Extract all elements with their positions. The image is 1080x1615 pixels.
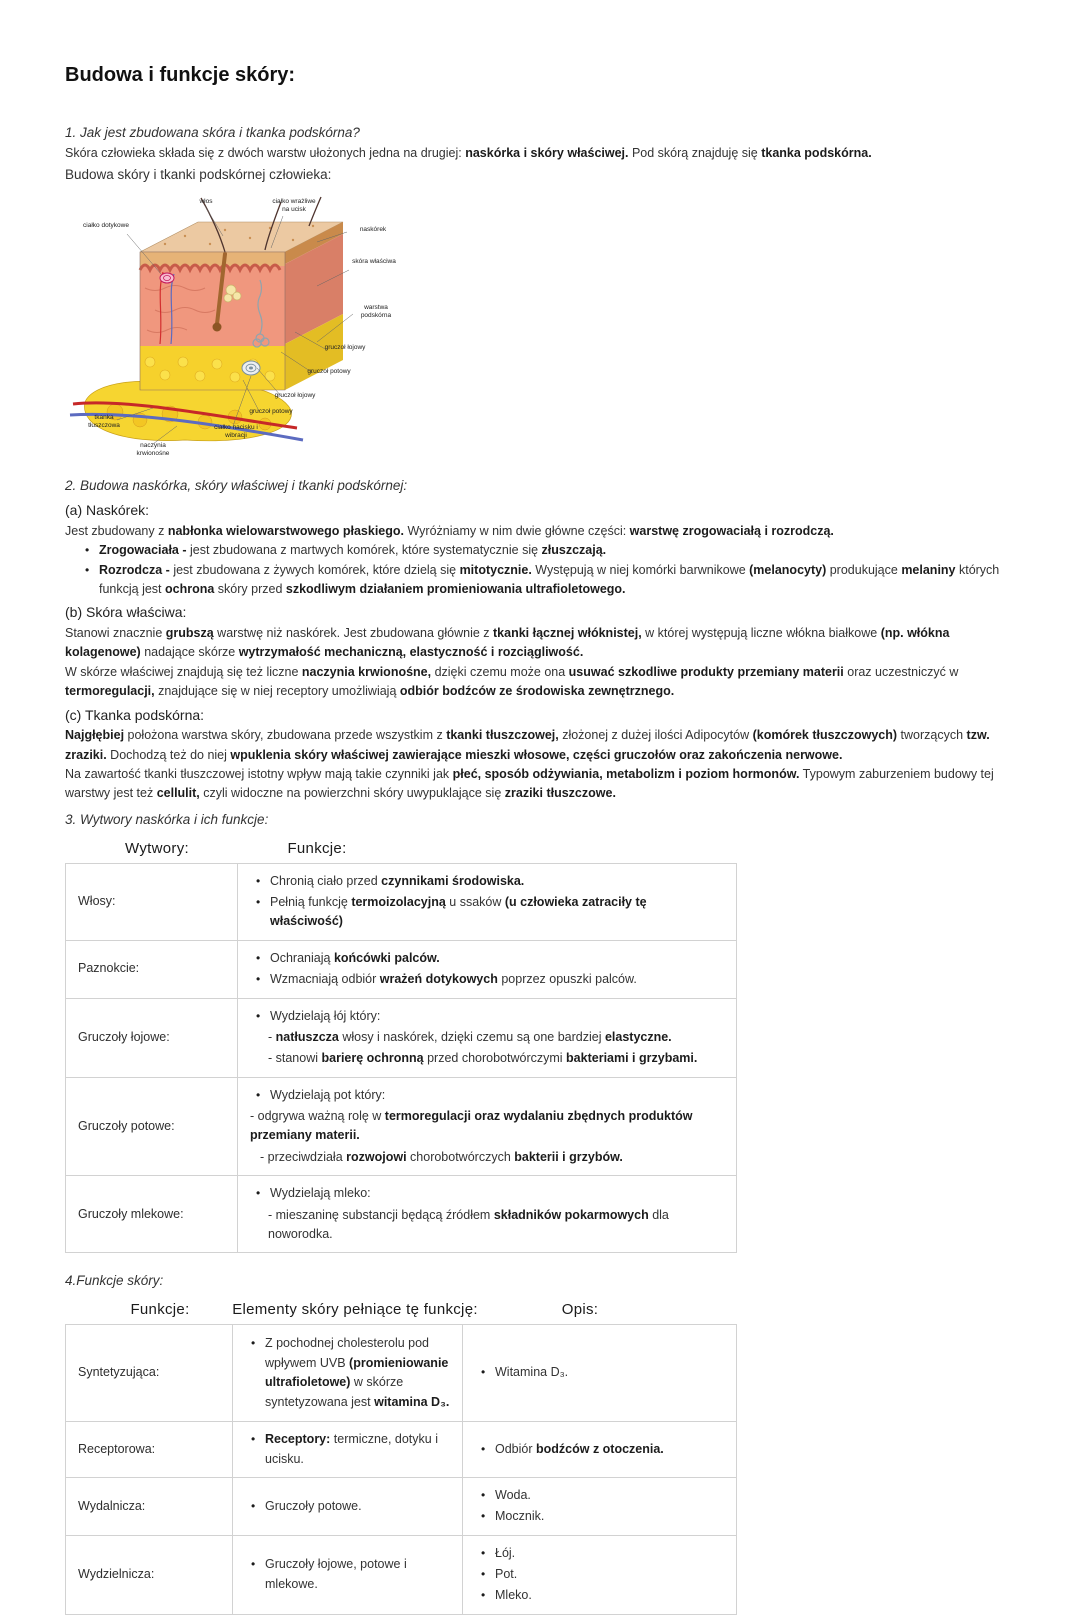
row-opis (463, 1422, 736, 1477)
subsection-a-heading: (a) Naskórek: (65, 502, 150, 519)
skin-diagram (65, 192, 401, 466)
table-wytwory-naskorka (65, 863, 737, 1254)
bullet-line: • Wzmacniają odbiór wrażeń dotykowych poprzez opuszki palców. (248, 970, 722, 989)
table2-header-funkcje: Funkcje: (130, 1301, 190, 1319)
bullet-line: • Odbiór bodźców z otoczenia. (473, 1440, 724, 1459)
table2-header-opis: Opis: (561, 1301, 599, 1319)
row-name: Syntetyzująca: (66, 1325, 233, 1421)
subsection-a-bullet: • Zrogowaciała - jest zbudowana z martwych komórek, które systematycznie się złuszczają. (65, 541, 1015, 560)
row-content (238, 941, 736, 998)
diagram-label-cialko-dotykowe: ciałko dotykowe (83, 222, 129, 230)
table-row (66, 1535, 736, 1614)
subsection-c-heading: (c) Tkanka podskórna: (65, 706, 205, 723)
row-opis (463, 1325, 736, 1421)
bullet-line: • Gruczoły potowe. (243, 1497, 450, 1516)
section1-heading: 1. Jak jest zbudowana skóra i tkanka podskórna? (65, 125, 360, 140)
table-row (66, 1325, 736, 1421)
table2-header-elementy: Elementy skóry pełniące tę funkcję: (232, 1301, 478, 1319)
dash-line: - odgrywa ważną rolę w termoregulacji oraz wydalaniu zbędnych produktów przemiany materii. (250, 1109, 693, 1143)
row-elements (233, 1478, 463, 1535)
bullet-line: • Chronią ciało przed czynnikami środowiska. (248, 872, 722, 891)
table-row (66, 940, 736, 998)
row-content (238, 1078, 736, 1176)
row-name: Wydalnicza: (66, 1478, 233, 1535)
touch-receptor (160, 273, 174, 283)
row-elements (233, 1325, 463, 1421)
subsection-a-intro: Jest zbudowany z nabłonka wielowarstwowego płaskiego. Wyróżniamy w nim dwie główne części: warstwę zrogowaciałą i rozrodczą. (65, 523, 834, 538)
section2-heading: 2. Budowa naskórka, skóry właściwej i tkanki podskórnej: (65, 478, 408, 494)
bullet-line: • Gruczoły łojowe, potowe i mlekowe. (243, 1555, 450, 1594)
bullet-line: • Receptory: termiczne, dotyku i ucisku. (243, 1430, 450, 1469)
table1-header-funkcje: Funkcje: (287, 839, 347, 857)
dash-line: - stanowi barierę ochronną przed chorobotwórczymi bakteriami i grzybami. (268, 1051, 698, 1066)
diagram-label-gruczol-potowy-1: gruczoł potowy (307, 368, 351, 376)
row-elements (233, 1422, 463, 1477)
bullet-line: • Pełnią funkcję termoizolacyjną u ssaków (u człowieka zatraciły tę właściwość) (248, 893, 722, 932)
subsection-c-paragraph: Na zawartość tkanki tłuszczowej istotny wpływ mają takie czynniki jak płeć, sposób odżywiania, metabolizm i poziom hormonów. Typowym zaburzeniem budowy tej warstwy jest też cellulit, czyli widoczne na powierzchni skóry uwypuklające się zraziki tłuszczowe. (65, 766, 994, 801)
diagram-label-gruczol-lojowy-2: gruczoł łojowy (274, 392, 316, 400)
table-row (66, 864, 736, 940)
bullet-line: • Pot. (473, 1565, 724, 1584)
table-row (66, 998, 736, 1077)
diagram-label-naskorek: naskórek (359, 226, 387, 234)
row-content (238, 1176, 736, 1252)
table-row (66, 1077, 736, 1176)
section1-paragraph: Skóra człowieka składa się z dwóch warstw ułożonych jedna na drugiej: naskórka i skóry właściwej. Pod skórą znajduję się tkanka podskórna. (65, 145, 872, 160)
row-name: Gruczoły potowe: (66, 1078, 238, 1176)
bullet-line: • Witamina D₃. (473, 1363, 724, 1382)
row-elements (233, 1536, 463, 1614)
bullet-line: • Mleko. (473, 1586, 724, 1605)
bullet-line: • Łój. (473, 1544, 724, 1563)
diagram-caption: Budowa skóry i tkanki podskórnej człowieka: (65, 167, 332, 183)
row-opis (463, 1478, 736, 1535)
row-content (238, 999, 736, 1077)
dash-line: - natłuszcza włosy i naskórek, dzięki czemu są one bardziej elastyczne. (268, 1029, 672, 1044)
diagram-label-cialko-nacisku: ciałko nacisku i wibracji (214, 424, 258, 439)
section4-heading: 4.Funkcje skóry: (65, 1273, 164, 1289)
bullet-line: • Ochraniają końcówki palców. (248, 949, 722, 968)
bullet-line: • Z pochodnej cholesterolu pod wpływem UVB (promieniowanie ultrafioletowe) w skórze syntetyzowana jest witamina D₃. (243, 1334, 450, 1412)
bullet-line: • Wydzielają mleko: (248, 1184, 722, 1203)
table-row (66, 1421, 736, 1477)
diagram-label-cialko-wrazliwe: ciałko wrażliwe na ucisk (272, 198, 316, 213)
diagram-label-tkanka-tluszczowa: tkanka tłuszczowa (88, 414, 120, 429)
subsection-c-paragraph: Najgłębiej położona warstwa skóry, zbudowana przede wszystkim z tkanki tłuszczowej, złożonej z dużej ilości Adipocytów (komórek tłuszczowych) tworzących tzw. zraziki. Dochodzą też do niej wpuklenia skóry właściwej zawierające mieszki włosowe, części gruczołów oraz zakończenia nerwowe. (65, 728, 990, 762)
subsection-b-paragraph: W skórze właściwej znajdują się też liczne naczynia krwionośne, dzięki czemu może ona usuwać szkodliwe produkty przemiany materii oraz uczestniczyć w termoregulacji, znajdujące się w niej receptory umożliwiają odbiór bodźców ze środowiska zewnętrznego. (65, 664, 959, 699)
dash-line: - przeciwdziała rozwojowi chorobotwórczych bakterii i grzybów. (260, 1149, 623, 1164)
row-name: Receptorowa: (66, 1422, 233, 1477)
diagram-label-warstwa-podskorna: warstwa podskórna (360, 304, 392, 319)
diagram-label-naczynia-krwionosne: naczynia krwionośne (136, 442, 170, 457)
front-subcutis (140, 346, 285, 390)
row-content (238, 864, 736, 940)
diagram-label-gruczol-lojowy-1: gruczoł łojowy (324, 344, 366, 352)
table-funkcje-skory (65, 1324, 737, 1615)
section3-heading: 3. Wytwory naskórka i ich funkcje: (65, 811, 269, 827)
table1-header-row (65, 837, 1015, 863)
table2-header-row (65, 1298, 1015, 1324)
subsection-b-paragraph: Stanowi znacznie grubszą warstwę niż naskórek. Jest zbudowana głównie z tkanki łącznej włóknistej, w której występują liczne włókna białkowe (np. włókna kolagenowe) nadające skórze wytrzymałość mechaniczną, elastyczność i rozciągliwość. (65, 626, 950, 660)
subsection-b-heading: (b) Skóra właściwa: (65, 604, 187, 621)
row-name: Paznokcie: (66, 941, 238, 998)
diagram-label-skora-wlasciwa: skóra właściwa (352, 258, 396, 266)
row-name: Włosy: (66, 864, 238, 940)
hair-bulb (213, 323, 222, 332)
diagram-label-wlos: włos (199, 198, 213, 206)
diagram-label-gruczol-potowy-2: gruczoł potowy (249, 408, 293, 416)
bullet-line: • Mocznik. (473, 1507, 724, 1526)
bullet-line: • Woda. (473, 1486, 724, 1505)
subsection-a-bullet: • Rozrodcza - jest zbudowana z żywych komórek, które dzielą się mitotycznie. Występują w niej komórki barwnikowe (melanocyty) produkujące melaniny których funkcją jest ochrona skóry przed szkodliwym działaniem promieniowania ultrafioletowego. (65, 561, 1015, 600)
row-name: Wydzielnicza: (66, 1536, 233, 1614)
table-row (66, 1175, 736, 1252)
row-opis (463, 1536, 736, 1614)
row-name: Gruczoły mlekowe: (66, 1176, 238, 1252)
bullet-line: • Wydzielają łój który: (248, 1007, 722, 1026)
bullet-line: • Wydzielają pot który: (248, 1086, 722, 1105)
dash-line: - mieszaninę substancji będącą źródłem składników pokarmowych dla noworodka. (268, 1207, 669, 1241)
row-name: Gruczoły łojowe: (66, 999, 238, 1077)
table1-header-wytwory: Wytwory: (125, 839, 189, 857)
page-title: Budowa i funkcje skóry: (65, 64, 296, 86)
table-row (66, 1477, 736, 1535)
